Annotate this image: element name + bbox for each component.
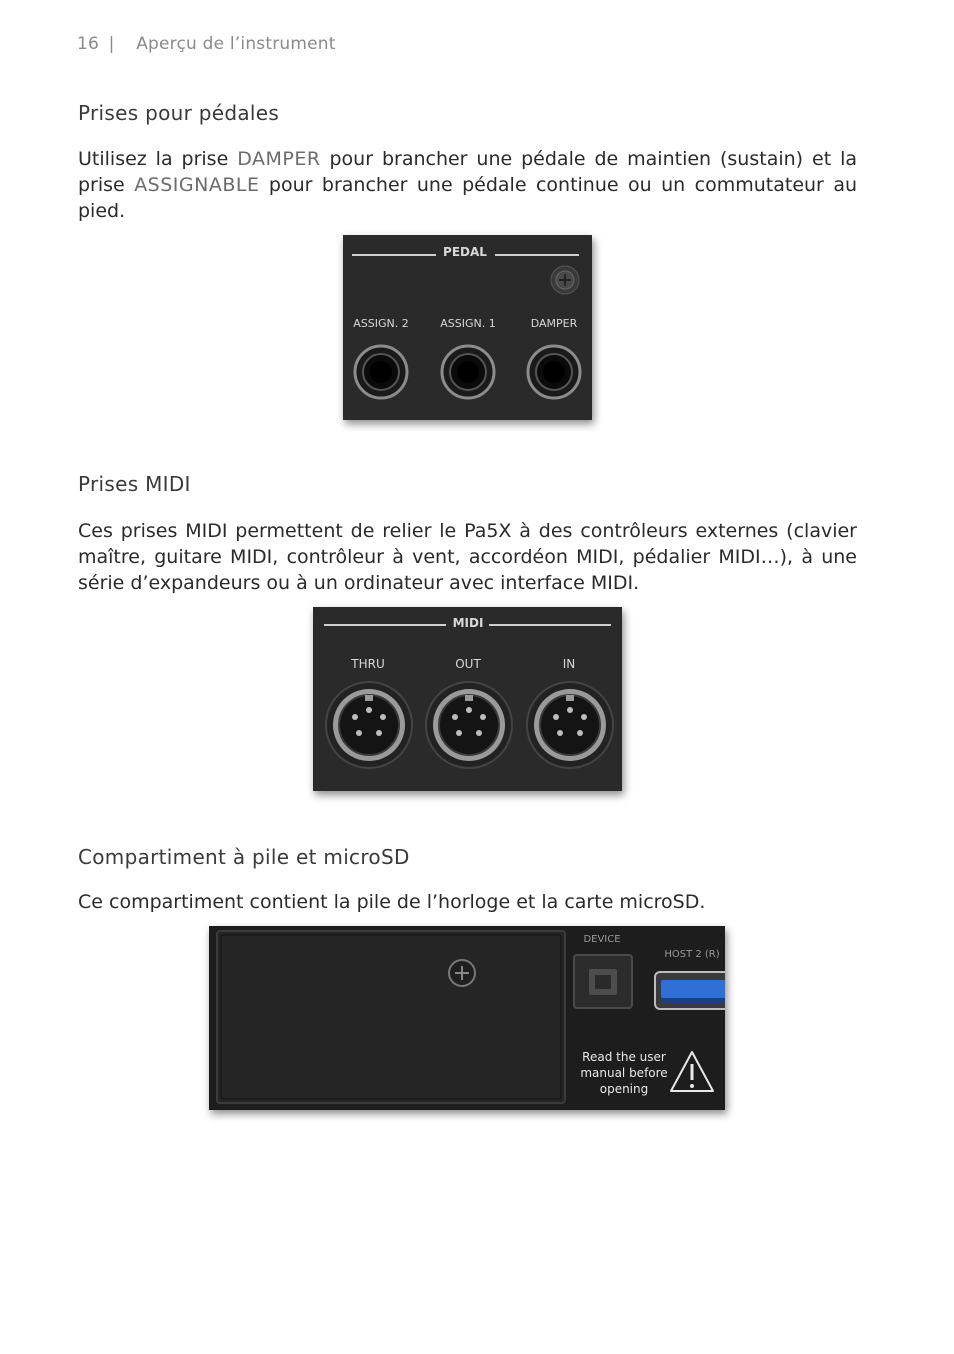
midi-label-out: OUT xyxy=(455,657,481,671)
midi-label-in: IN xyxy=(562,657,576,671)
midi-panel-title: MIDI xyxy=(452,616,484,630)
din-connector-icon xyxy=(326,682,412,768)
din-connector-icon xyxy=(426,682,512,768)
host-label: HOST 2 (R) xyxy=(664,949,720,960)
section-text-midi: Ces prises MIDI permettent de relier le Pa5X à des contrôleurs externes (clavier maître, guitare MIDI, contrôleur à vent, accordéon MIDI, pédalier MIDI…), à une série d’expandeurs ou à un ordinateur avec interface MIDI. xyxy=(78,520,857,594)
warning-line-1: Read the user xyxy=(582,1050,666,1064)
jack-socket-icon xyxy=(355,346,407,398)
warning-line-3: opening xyxy=(599,1082,649,1096)
usb-b-port-icon xyxy=(574,955,632,1008)
midi-panel-image xyxy=(313,607,622,791)
pedals-text-3: pour brancher une pédale continue ou un commutateur au pied. xyxy=(78,174,857,222)
jack-label-damper: DAMPER xyxy=(530,317,578,330)
warning-triangle-icon xyxy=(671,1052,713,1091)
warning-line-2: manual before xyxy=(580,1066,668,1080)
pedal-panel-title: PEDAL xyxy=(443,245,487,259)
jack-label-assign-2: ASSIGN. 2 xyxy=(353,317,409,330)
keyword-assignable: ASSIGNABLE xyxy=(134,174,260,196)
battery-panel-image xyxy=(209,926,725,1110)
jack-socket-icon xyxy=(442,346,494,398)
keyword-damper: DAMPER xyxy=(237,148,321,170)
section-text-pedals xyxy=(78,146,857,224)
chapter-title: Aperçu de l’instrument xyxy=(136,34,336,54)
midi-label-thru: THRU xyxy=(351,657,385,671)
section-title-pedals: Prises pour pédales xyxy=(78,101,280,125)
pedals-text-2: pour brancher une pédale de maintien (sustain) et la prise xyxy=(78,148,857,196)
screw-icon xyxy=(551,266,579,294)
jack-label-assign-1: ASSIGN. 1 xyxy=(440,317,496,330)
header-separator: | xyxy=(108,34,115,54)
pedal-panel-image xyxy=(343,235,592,420)
section-title-midi: Prises MIDI xyxy=(78,472,191,496)
section-text-battery: Ce compartiment contient la pile de l’horloge et la carte microSD. xyxy=(78,891,706,913)
page-number: 16 xyxy=(77,34,100,54)
jack-socket-icon xyxy=(528,346,580,398)
section-title-battery: Compartiment à pile et microSD xyxy=(78,845,410,869)
usb-a-port-icon xyxy=(655,972,725,1009)
din-connector-icon xyxy=(527,682,613,768)
running-head xyxy=(77,34,336,54)
screw-icon xyxy=(449,960,475,986)
battery-compartment-cover xyxy=(217,931,565,1103)
device-label: DEVICE xyxy=(583,934,621,945)
pedals-text-1: Utilisez la prise xyxy=(78,148,238,170)
